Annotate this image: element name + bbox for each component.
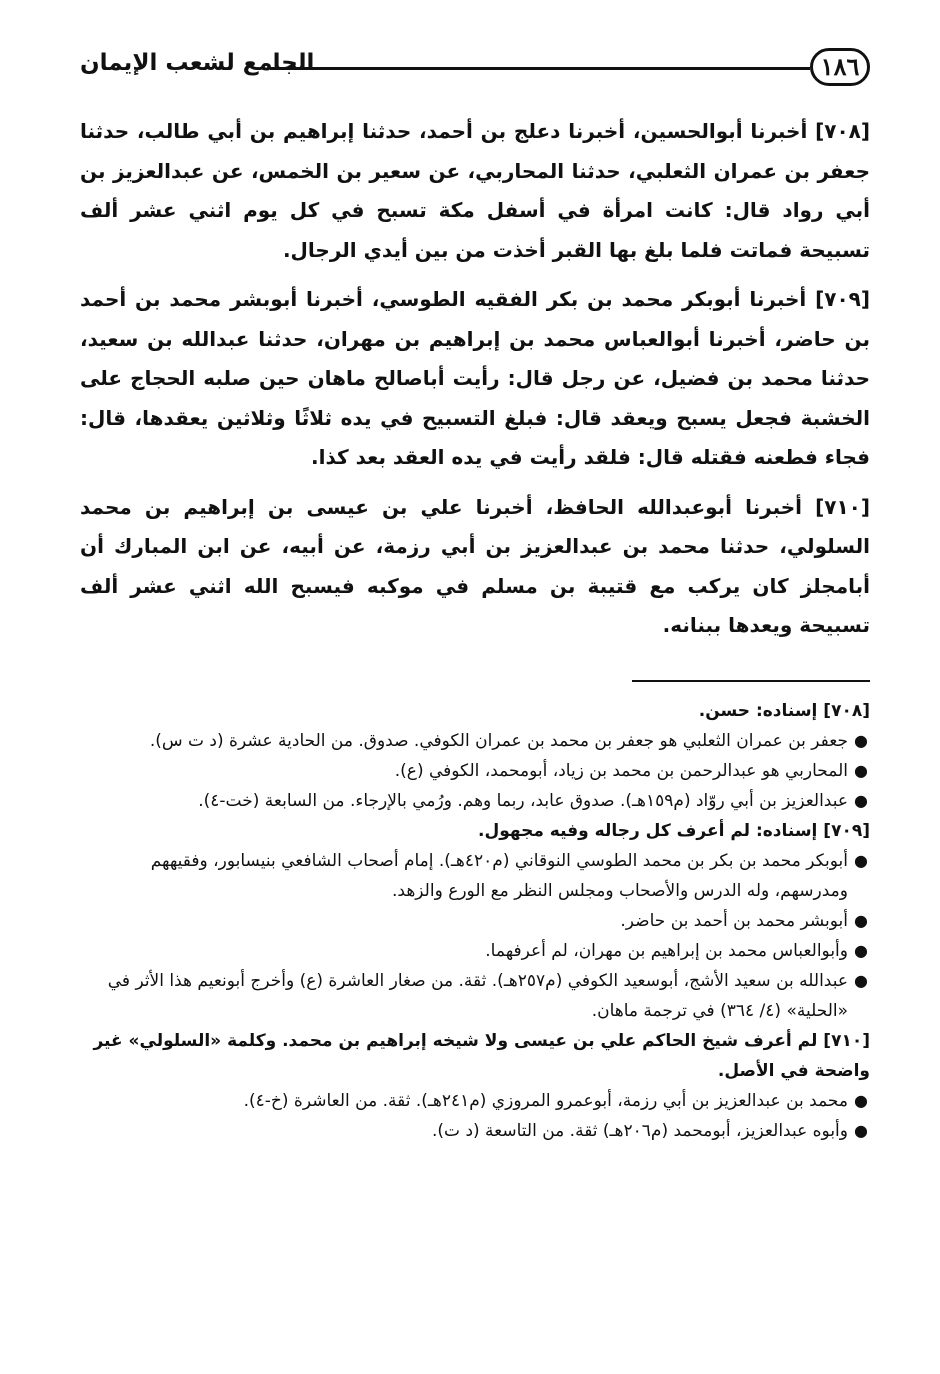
footnote-item-text: المحاربي هو عبدالرحمن بن محمد بن زياد، أبومحمد، الكوفي (ع).	[394, 761, 848, 781]
bullet-icon: ●	[854, 761, 868, 780]
bullet-icon: ●	[854, 941, 868, 960]
footnote-item-text: أبوبكر محمد بن بكر بن محمد الطوسي النوقاني (م٤٢٠هـ). إمام أصحاب الشافعي بنيسابور، وفقيههم ومدرسهم، وله الدرس والأصحاب ومجلس النظر مع الورع والزهد.	[150, 851, 848, 901]
hadith-710: [٧١٠] أخبرنا أبوعبدالله الحافظ، أخبرنا علي بن عيسى بن إبراهيم بن محمد السلولي، حدثنا محمد بن عبدالعزيز بن أبي رزمة، عن أبيه، عن ابن المبارك أن أبامجلز كان يركب مع قتيبة بن مسلم في موكبه فيسبح الله اثني عشر ألف تسبيحة ويعدها ببنانه.	[80, 494, 870, 637]
footnote-709-head: [٧٠٩] إسناده: لم أعرف كل رجاله وفيه مجهول.	[477, 821, 870, 841]
footnotes	[80, 696, 870, 1146]
footnote-item	[80, 906, 870, 936]
footnote-item	[80, 966, 870, 1026]
page-header	[80, 48, 870, 92]
footnote-item-text: وأبوه عبدالعزيز، أبومحمد (م٢٠٦هـ) ثقة. من التاسعة (د ت).	[432, 1121, 848, 1141]
bullet-icon: ●	[854, 731, 868, 750]
footnote-separator	[632, 680, 870, 682]
footnote-item-text: جعفر بن عمران الثعلبي هو جعفر بن محمد بن عمران الكوفي. صدوق. من الحادية عشرة (د ت س).	[149, 731, 848, 751]
bullet-icon: ●	[854, 1121, 868, 1140]
page-number: ١٨٦	[810, 48, 870, 86]
header-rule	[270, 67, 810, 70]
bullet-icon: ●	[854, 791, 868, 810]
footnote-item	[80, 756, 870, 786]
footnote-item	[80, 786, 870, 816]
footnote-item-text: أبوبشر محمد بن أحمد بن حاضر.	[620, 911, 848, 931]
footnote-710-head: [٧١٠] لم أعرف شيخ الحاكم علي بن عيسى ولا شيخه إبراهيم بن محمد. وكلمة «السلولي» غير واضحة في الأصل.	[93, 1031, 870, 1081]
bullet-icon: ●	[854, 851, 868, 870]
footnote-708-head: [٧٠٨] إسناده: حسن.	[698, 701, 870, 721]
footnote-item-text: عبدالعزيز بن أبي روّاد (م١٥٩هـ). صدوق عابد، ربما وهم. ورُمي بالإرجاء. من السابعة (خت-٤).	[198, 791, 848, 811]
bullet-icon: ●	[854, 971, 868, 990]
hadith-709: [٧٠٩] أخبرنا أبوبكر محمد بن بكر الفقيه الطوسي، أخبرنا أبوبشر محمد بن أحمد بن حاضر، أخبرنا أبوالعباس محمد بن إبراهيم بن مهران، حدثنا عبدالله بن سعيد، حدثنا محمد بن فضيل، عن رجل قال: رأيت أباصالح ماهان حين صلبه الحجاج على الخشبة فجعل يسبح ويعقد قال: فبلغ التسبيح في يده ثلاثًا وثلاثين يعقدها، قال: فجاء فطعنه فقتله قال: فلقد رأيت في يده العقد بعد كذا.	[80, 287, 870, 469]
footnote-item-text: وأبوالعباس محمد بن إبراهيم بن مهران، لم أعرفهما.	[485, 941, 848, 961]
footnote-item-text: عبدالله بن سعيد الأشج، أبوسعيد الكوفي (م٢٥٧هـ). ثقة. من صغار العاشرة (ع) وأخرج أبونعيم هذا الأثر في «الحلية» (٤/ ٣٦٤) في ترجمة ماهان.	[107, 971, 848, 1021]
footnote-item	[80, 846, 870, 906]
hadith-708: [٧٠٨] أخبرنا أبوالحسين، أخبرنا دعلج بن أحمد، حدثنا إبراهيم بن أبي طالب، حدثنا جعفر بن عمران الثعلبي، حدثنا المحاربي، عن سعير بن الخمس، عن عبدالعزيز بن أبي رواد قال: كانت امرأة في أسفل مكة تسبح في كل يوم اثني عشر ألف تسبيحة فماتت فلما بلغ بها القبر أخذت من بين أيدي الرجال.	[80, 119, 870, 262]
footnote-item	[80, 936, 870, 966]
main-text	[80, 112, 870, 656]
running-title: الجامع لشعب الإيمان	[80, 50, 315, 76]
footnote-item-text: محمد بن عبدالعزيز بن أبي رزمة، أبوعمرو المروزي (م٢٤١هـ). ثقة. من العاشرة (خ-٤).	[243, 1091, 848, 1111]
footnote-item	[80, 1086, 870, 1116]
footnote-item	[80, 1116, 870, 1146]
bullet-icon: ●	[854, 1091, 868, 1110]
bullet-icon: ●	[854, 911, 868, 930]
footnote-item	[80, 726, 870, 756]
